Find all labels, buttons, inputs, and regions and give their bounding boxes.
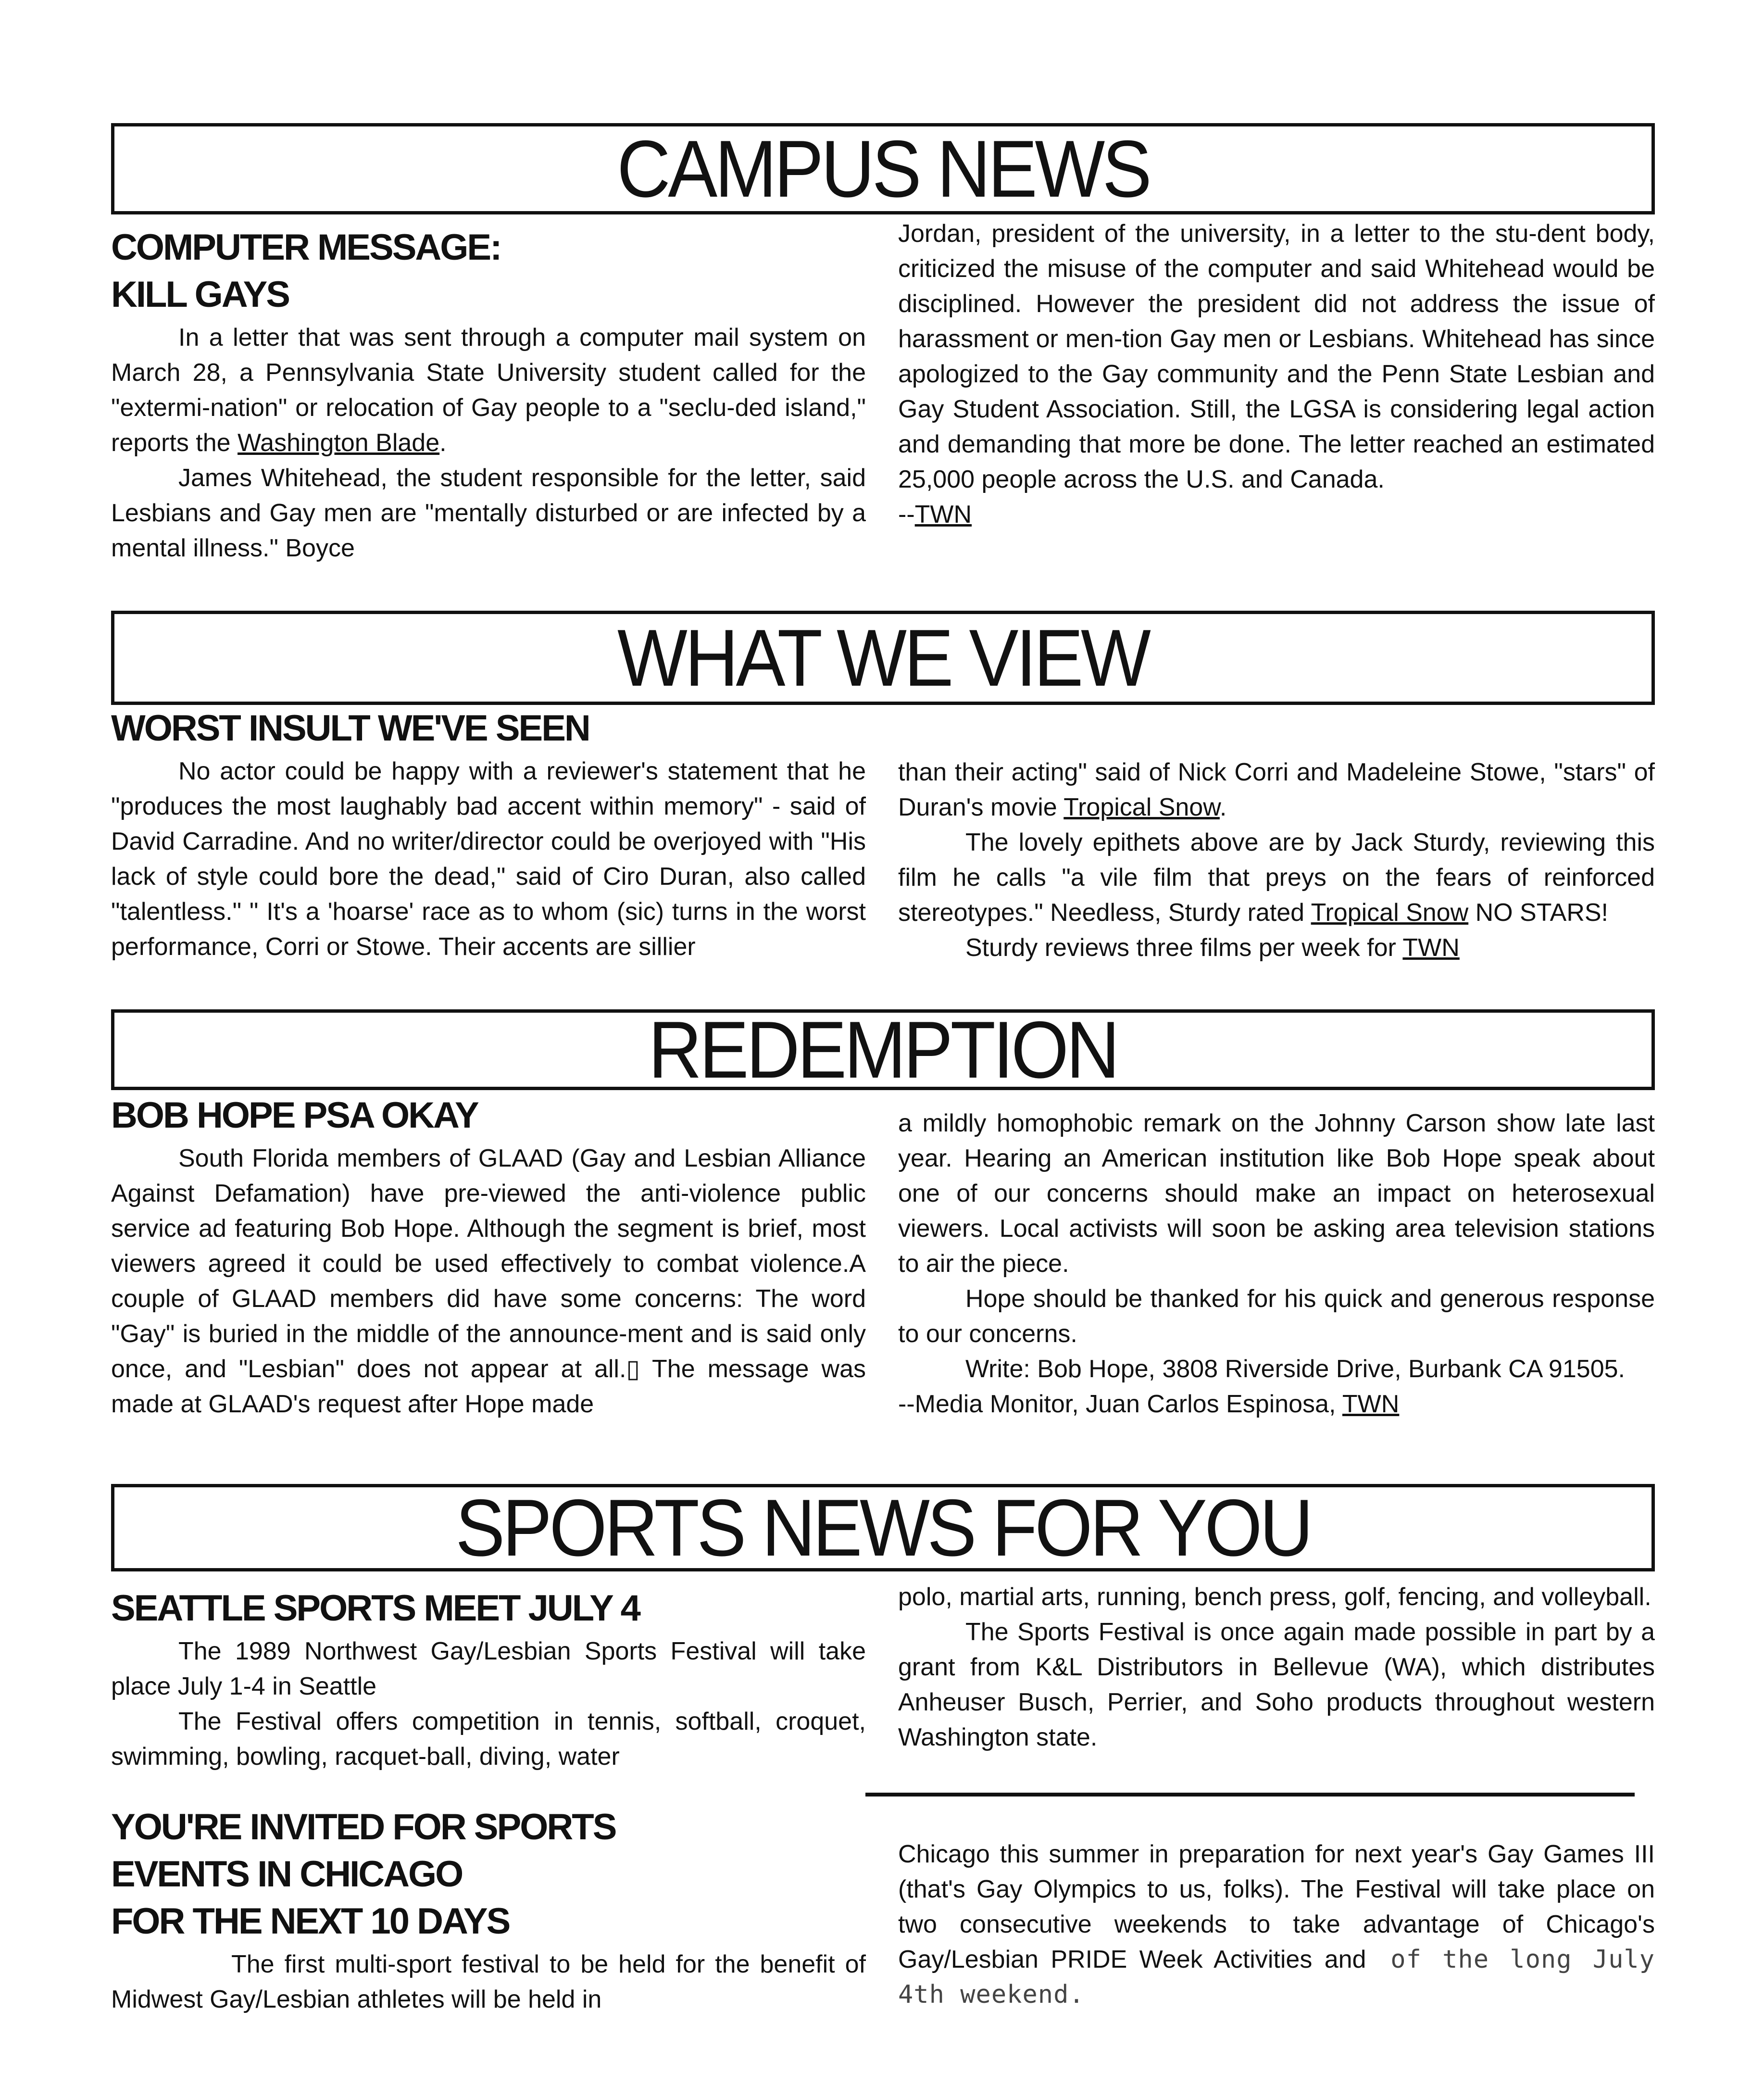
article-bob-hope-right xyxy=(898,1106,1655,1422)
section-banner-sports-news xyxy=(111,1484,1655,1571)
paragraph-text: than their acting" said of Nick Corri and Madeleine Stowe, "stars" of Duran's movie xyxy=(898,758,1655,821)
movie-title: Tropical Snow xyxy=(1063,793,1220,821)
paragraph-tail: of the long July 4th weekend. xyxy=(898,1945,1655,2009)
article-seattle-right xyxy=(898,1580,1655,1755)
twn: TWN xyxy=(1342,1390,1400,1418)
headline: YOU'RE INVITED FOR SPORTS xyxy=(111,1807,616,1847)
paragraph: Jordan, president of the university, in a letter to the stu-dent body, criticized the misuse of the computer and said Whitehead would be disciplined. However the president did not address the issue of harassment or men-tion Gay men or Lesbians. Whitehead has since apologized to the Gay community and the Penn State Lesbian and Gay Student Association. Still, the LGSA is considering legal action and demanding that more be done. The letter reached an estimated 25,000 people across the U.S. and Canada. xyxy=(898,220,1655,493)
article-worst-insult-right xyxy=(898,755,1655,966)
headline: KILL GAYS xyxy=(111,274,289,315)
paragraph: The 1989 Northwest Gay/Lesbian Sports Festival will take place July 1-4 in Seattle xyxy=(111,1637,866,1700)
paragraph: Write: Bob Hope, 3808 Riverside Drive, Burbank CA 91505. xyxy=(965,1355,1625,1383)
section-banner-redemption xyxy=(111,1005,1655,1095)
signature xyxy=(898,1387,1655,1422)
article-worst-insult-left xyxy=(111,707,866,965)
signature xyxy=(898,497,1655,532)
banner-title: SPORTS NEWS FOR YOU xyxy=(455,1482,1311,1573)
source-link: Washington Blade xyxy=(238,429,440,457)
headline: SEATTLE SPORTS MEET JULY 4 xyxy=(111,1588,639,1629)
paragraph: South Florida members of GLAAD (Gay and Lesbian Alliance Against Defamation) have pre-viewed the anti-violence public service ad featuring Bob Hope. Although the segment is brief, most viewers agreed it could be used effectively to combat violence.A couple of GLAAD members did have some concerns: The word "Gay" is buried in the middle of the announce-ment and is said only once, and "Lesbian" does not appear at all.▯ The message was made at GLAAD's request after Hope made xyxy=(111,1144,866,1418)
sig-prefix: -- xyxy=(898,501,915,528)
article-seattle-left xyxy=(111,1587,866,1774)
paragraph: a mildly homophobic remark on the Johnny Carson show late last year. Hearing an American institution like Bob Hope speak about one of our concerns should make an impact on heterosexual viewers. Local activists will soon be asking area television stations to air the piece. xyxy=(898,1109,1655,1278)
paragraph xyxy=(898,1837,1655,2012)
paragraph: polo, martial arts, running, bench press, golf, fencing, and volleyball. xyxy=(898,1583,1651,1611)
headline: COMPUTER MESSAGE: xyxy=(111,227,501,268)
twn: TWN xyxy=(1402,934,1460,962)
headline: FOR THE NEXT 10 DAYS xyxy=(111,1901,510,1942)
headline: BOB HOPE PSA OKAY xyxy=(111,1095,478,1136)
paragraph: No actor could be happy with a reviewer's statement that he "produces the most laughably bad accent within memory" - said of David Carradine. And no writer/director could be overjoyed with "His lack of style could bore the dead," said of Ciro Duran, also called "talentless." " It's a 'hoarse' race as to whom (sic) turns in the worst performance, Corri or Stowe. Their accents are sillier xyxy=(111,757,866,961)
paragraph: The Festival offers competition in tennis, softball, croquet, swimming, bowling, racquet-ball, diving, water xyxy=(111,1708,866,1771)
paragraph: The Sports Festival is once again made possible in part by a grant from K&L Distributors in Bellevue (WA), which distributes Anheuser Busch, Perrier, and Soho products throughout western Washington state. xyxy=(898,1618,1655,1751)
paragraph xyxy=(898,930,1655,966)
paragraph: In a letter that was sent through a computer mail system on March 28, a Pennsylvania State University student called for the "extermi-nation" or relocation of Gay people to a "seclu-ded island," reports the Washington Blade. xyxy=(111,324,866,457)
paragraph-text: NO STARS! xyxy=(1468,899,1609,927)
paragraph: The first multi-sport festival to be held for the benefit of Midwest Gay/Lesbian athletes will be held in xyxy=(111,1950,866,2013)
paragraph-text: Chicago this summer in preparation for next year's Gay Games III (that's Gay Olympics to us, folks). The Festival will take place on two consecutive weekends to take advantage of Chicago's Gay/Lesbian PRIDE Week Activities and xyxy=(898,1840,1655,1973)
headline: EVENTS IN CHICAGO xyxy=(111,1854,463,1895)
paragraph: than their acting" said of Nick Corri and Madeleine Stowe, "stars" of Duran's movie Tropical Snow. xyxy=(898,758,1655,821)
sig: --Media Monitor, Juan Carlos Espinosa, xyxy=(898,1390,1342,1418)
paragraph-text: Sturdy reviews three films per week for xyxy=(965,934,1403,962)
sig: TWN xyxy=(914,501,972,528)
headline: WORST INSULT WE'VE SEEN xyxy=(111,708,589,749)
paragraph-text: The lovely epithets above are by Jack Sturdy, reviewing this film he calls "a vile film that preys on the fears of reinforced stereotypes." Needless, Sturdy rated xyxy=(898,829,1655,927)
banner-title: REDEMPTION xyxy=(648,1005,1118,1095)
movie-title: Tropical Snow xyxy=(1311,899,1469,927)
paragraph: Hope should be thanked for his quick and generous response to our concerns. xyxy=(898,1285,1655,1348)
section-banner-what-we-view xyxy=(111,611,1655,705)
paragraph xyxy=(898,825,1655,930)
article-computer-message-left xyxy=(111,226,866,566)
article-chicago-right xyxy=(898,1837,1655,2012)
article-bob-hope-left xyxy=(111,1094,866,1422)
section-banner-campus-news xyxy=(111,123,1655,214)
article-computer-message-right xyxy=(898,216,1655,532)
paragraph-text: In a letter that was sent through a computer mail system on March 28, a Pennsylvania State University student called for the "extermi-nation" or relocation of Gay people to a "seclu-ded island," reports the xyxy=(111,324,866,457)
paragraph: James Whitehead, the student responsible for the letter, said Lesbians and Gay men are "mentally disturbed or are infected by a mental illness." Boyce xyxy=(111,464,866,562)
banner-title: WHAT WE VIEW xyxy=(617,613,1149,703)
divider-rule xyxy=(865,1793,1635,1796)
article-chicago-left xyxy=(111,1806,866,2017)
banner-title: CAMPUS NEWS xyxy=(616,124,1150,214)
